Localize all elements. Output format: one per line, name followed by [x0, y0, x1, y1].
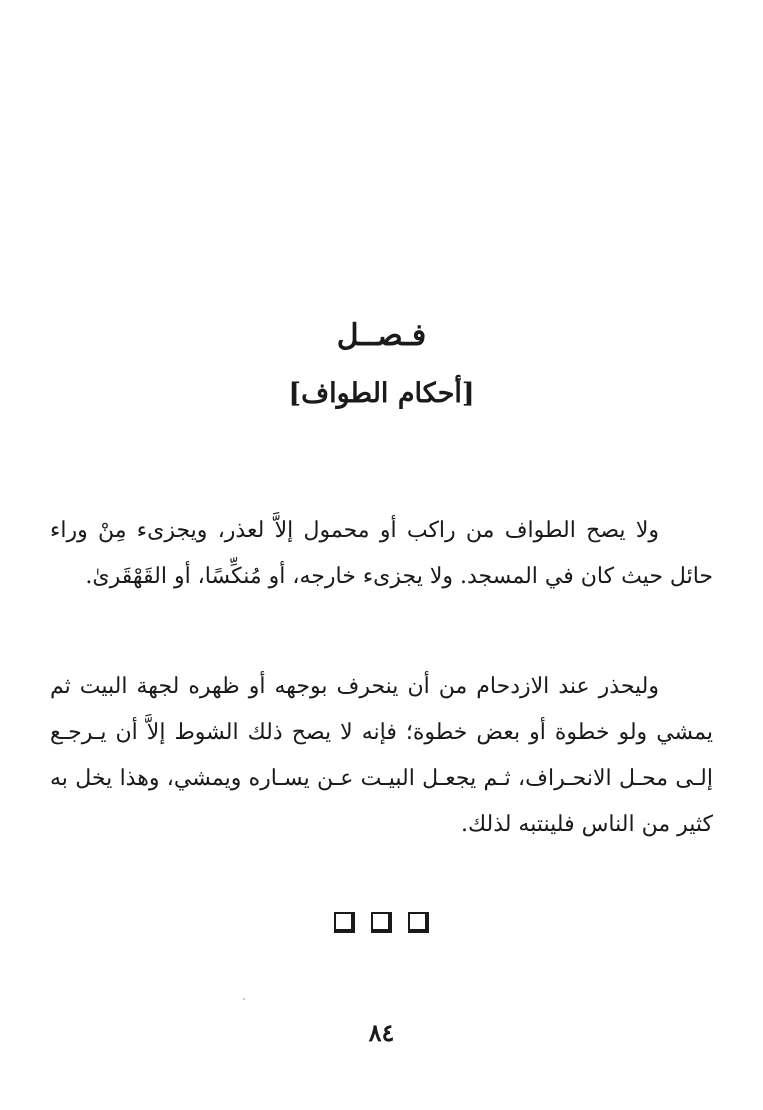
- square-box-icon: [334, 912, 355, 933]
- page-number: ٨٤: [368, 1018, 395, 1047]
- section-end-ornament: [0, 912, 763, 933]
- section-title: [أحكام الطواف]: [288, 378, 475, 409]
- speck: [243, 998, 245, 1000]
- section-label: فـصــل: [336, 318, 427, 353]
- paragraph-text: وليحذر عند الازدحام من أن ينحرف بوجهه أو ظهره لجهة البيت ثم يمشي ولو خطوة أو بعض خطوة؛ فإنه لا يصح ذلك الشوط إلاَّ أن يـرجـع إلـى محـل الانحـراف، ثـم يجعـل البيـت عـن يسـاره ويمشي، وهذا يخل به كثير من الناس فلينتبه لذلك.: [50, 674, 713, 837]
- paragraph-2: [50, 664, 713, 848]
- paragraph-1: [50, 508, 713, 600]
- paragraph-text: ولا يصح الطواف من راكب أو محمول إلاَّ لعذر، ويجزىء مِنْ وراء حائل حيث كان في المسجد. ولا يجزىء خارجه، أو مُنكِّسًا، أو القَهْقَرىٰ.: [50, 518, 713, 589]
- square-box-icon: [408, 912, 429, 933]
- square-box-icon: [371, 912, 392, 933]
